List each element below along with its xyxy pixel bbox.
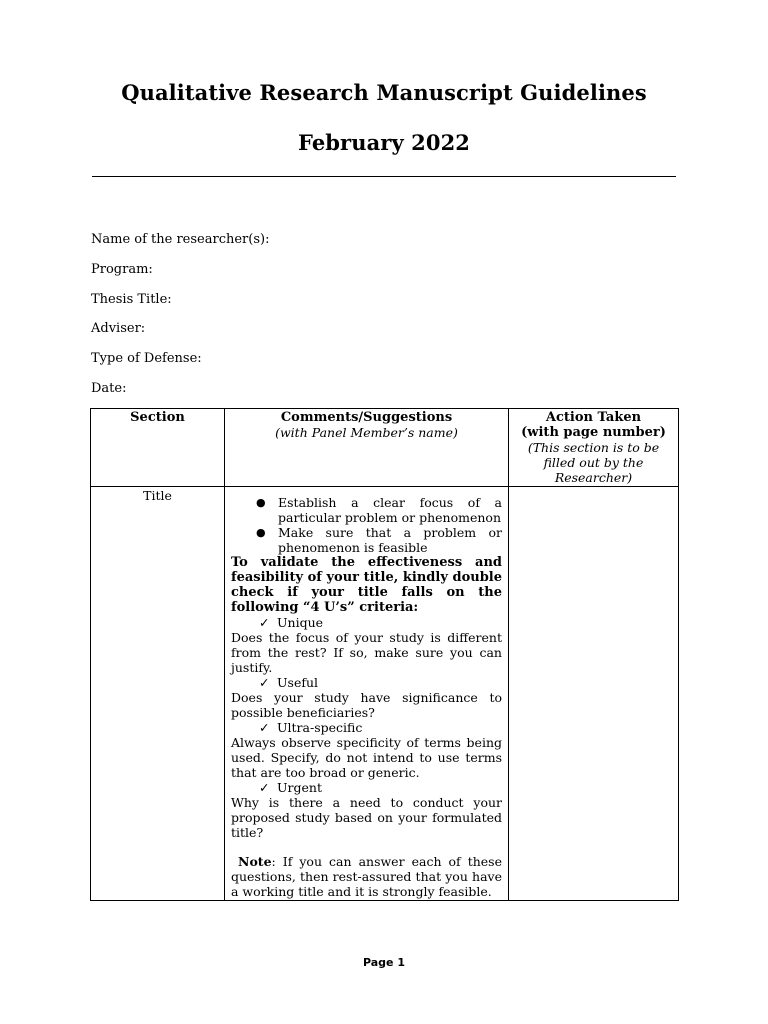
header-action-note: (This section is to be filled out by the Researcher) (527, 440, 660, 485)
row-action-taken[interactable] (509, 487, 679, 901)
field-date: Date: (91, 381, 127, 396)
list-item (256, 525, 502, 555)
field-type-of-defense: Type of Defense: (91, 351, 202, 366)
document-title: Qualitative Research Manuscript Guidelines (121, 80, 647, 105)
note-label: Note (238, 854, 272, 869)
page-number: Page 1 (362, 956, 405, 969)
criterion-label: Useful (277, 675, 319, 690)
criterion-label: Urgent (277, 780, 322, 795)
bullet-text: Make sure that a problem or phenomenon is feasible (278, 525, 502, 555)
header-action (509, 409, 679, 487)
criterion-unique (231, 615, 502, 630)
note-text: : If you can answer each of these questions, then rest-assured that you have a working title and it is strongly feasible. (231, 854, 502, 899)
checkmark-icon: ✓ (259, 780, 270, 795)
bullet-icon: ● (256, 526, 266, 539)
criterion-text: Does the focus of your study is different from the rest? If so, make sure you can justify. (231, 630, 502, 675)
criteria-intro: To validate the effectiveness and feasibility of your title, kindly double check if your title falls on the following “4 U’s” criteria: (231, 555, 502, 615)
checkmark-icon: ✓ (259, 675, 270, 690)
review-table (90, 408, 679, 901)
row-section: Title (91, 487, 225, 901)
header-section-label: Section (130, 410, 185, 425)
title-divider (92, 176, 676, 177)
bullet-icon: ● (256, 496, 266, 509)
header-action-sub: (with page number) (521, 425, 666, 440)
criterion-text: Does your study have significance to possible beneficiaries? (231, 690, 502, 720)
field-researcher: Name of the researcher(s): (91, 232, 270, 247)
row-comments (225, 487, 509, 901)
header-action-label: Action Taken (545, 410, 642, 425)
criterion-label: Unique (277, 615, 324, 630)
field-thesis-title: Thesis Title: (91, 292, 172, 307)
checkmark-icon: ✓ (259, 720, 270, 735)
bullet-list (231, 495, 502, 555)
criterion-text: Always observe specificity of terms being used. Specify, do not intend to use terms that are too broad or generic. (231, 735, 502, 780)
header-comments (225, 409, 509, 487)
criterion-useful (231, 675, 502, 690)
checkmark-icon: ✓ (259, 615, 270, 630)
field-program: Program: (91, 262, 153, 277)
table-row (91, 487, 679, 901)
list-item (256, 495, 502, 525)
note-paragraph (231, 854, 502, 899)
document-date: February 2022 (297, 130, 471, 155)
header-comments-label: Comments/Suggestions (280, 410, 453, 425)
criterion-ultra-specific (231, 720, 502, 735)
bullet-text: Establish a clear focus of a particular problem or phenomenon (278, 495, 502, 525)
criterion-text: Why is there a need to conduct your proposed study based on your formulated title? (231, 795, 502, 840)
field-adviser: Adviser: (91, 321, 146, 336)
criterion-urgent (231, 780, 502, 795)
table-header-row (91, 409, 679, 487)
header-section (91, 409, 225, 487)
header-comments-sub: (with Panel Member’s name) (275, 425, 458, 440)
criterion-label: Ultra-specific (277, 720, 363, 735)
